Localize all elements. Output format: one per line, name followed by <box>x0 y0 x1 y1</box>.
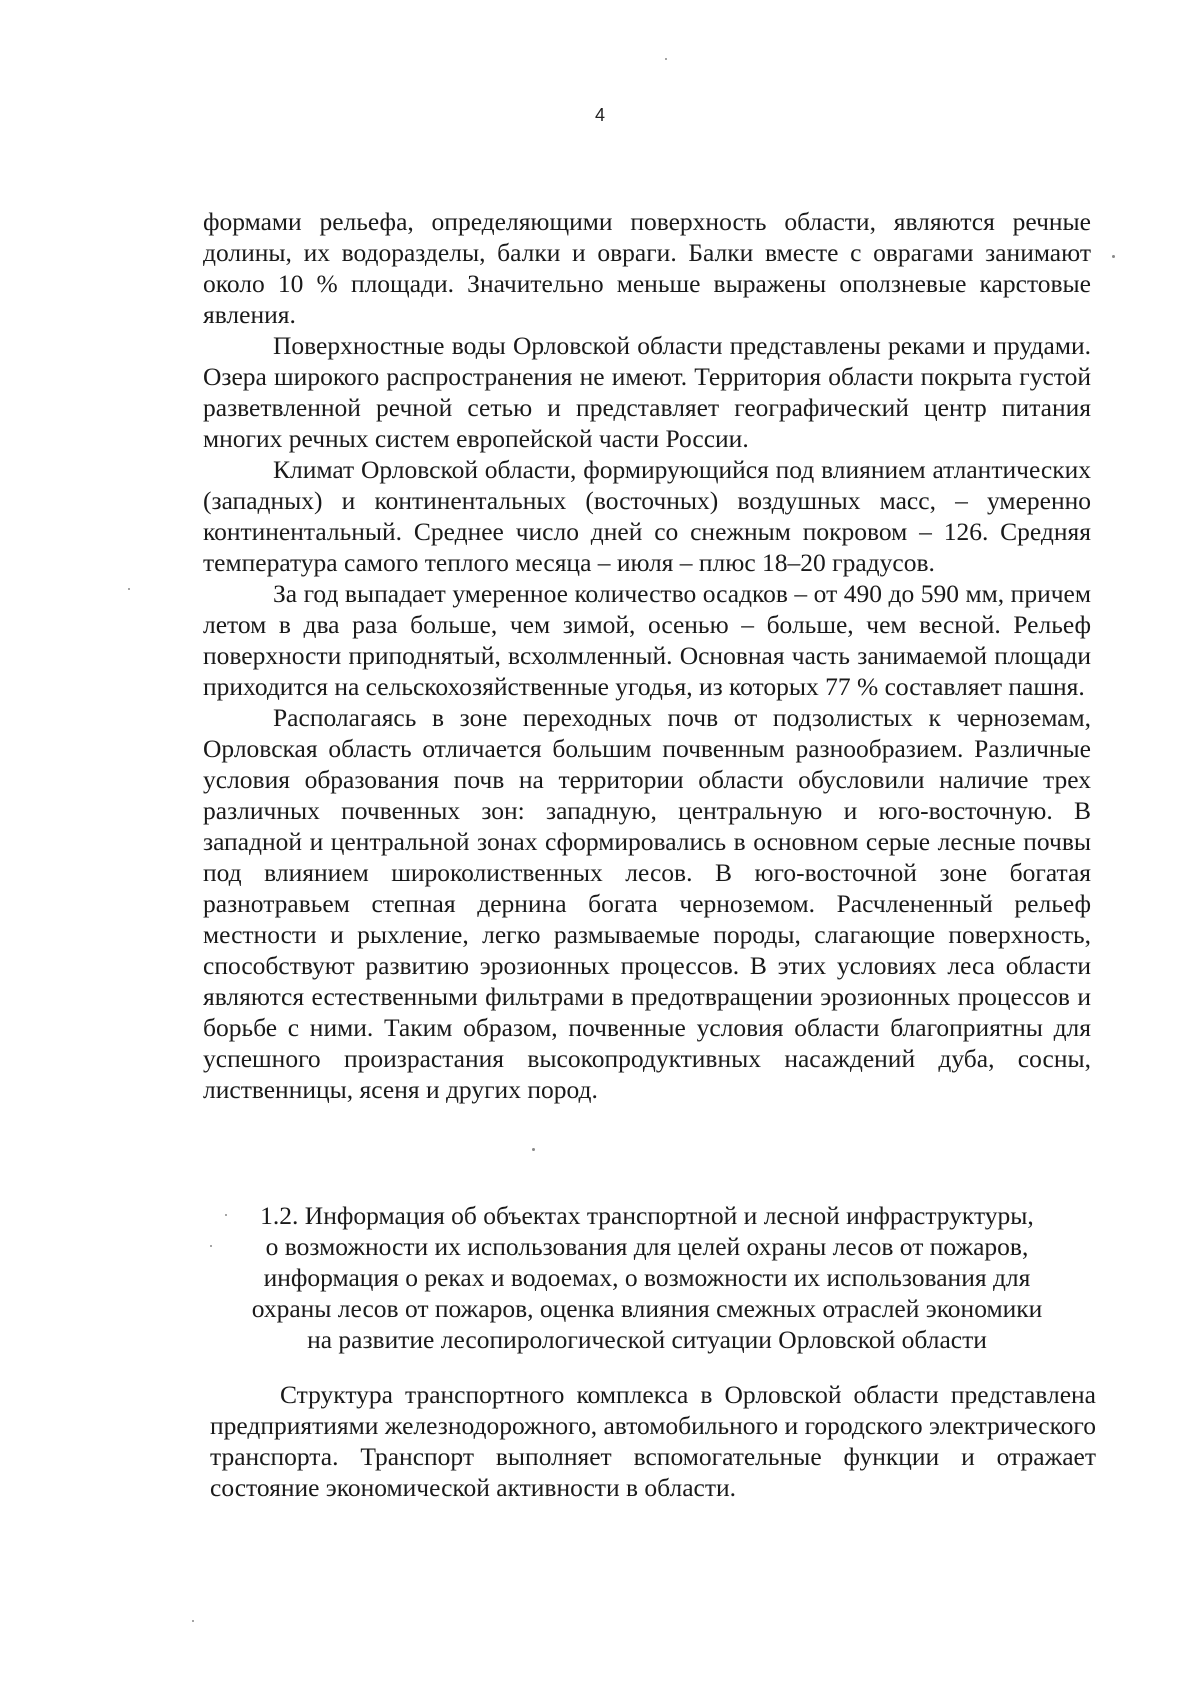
scan-speck <box>128 588 130 590</box>
section-heading-line: о возможности их использования для целей охраны лесов от пожаров, <box>265 1232 1029 1261</box>
scan-speck <box>1112 255 1115 258</box>
paragraph-relief: формами рельефа, определяющими поверхность области, являются речные долины, их водоразделы, балки и овраги. Балки вместе с оврагами занимают около 10 % площади. Значительно меньше выражены оползневые карстовые явления. <box>203 207 1091 329</box>
page-number: 4 <box>594 105 605 125</box>
scan-speck <box>192 1620 194 1622</box>
paragraph-climate: Климат Орловской области, формирующийся под влиянием атлантических (западных) и континентальных (восточных) воздушных масс, – умеренно континентальный. Среднее число дней со снежным покровом – 126. Средняя температура самого теплого месяца – июля – плюс 18–20 градусов. <box>203 455 1091 577</box>
scan-speck <box>210 1245 212 1247</box>
section-heading-line: 1.2. Информация об объектах транспортной и лесной инфраструктуры, <box>260 1201 1034 1230</box>
section-heading-line: информация о реках и водоемах, о возможности их использования для <box>263 1263 1031 1292</box>
paragraph-precipitation: За год выпадает умеренное количество осадков – от 490 до 590 мм, причем летом в два раза больше, чем зимой, осенью – больше, чем весной. Рельеф поверхности приподнятый, всхолмленный. Основная часть занимаемой площади приходится на сельскохозяйственные угодья, из которых 77 % составляет пашня. <box>203 579 1091 701</box>
paragraph-soils: Располагаясь в зоне переходных почв от подзолистых к черноземам, Орловская область отличается большим почвенным разнообразием. Различные условия образования почв на территории области обусловили наличие трех различных почвенных зон: западную, центральную и юго-восточную. В западной и центральной зонах сформировались в основном серые лесные почвы под влиянием широколиственных лесов. В юго-восточной зоне богатая разнотравьем степная дернина богата черноземом. Расчлененный рельеф местности и рыхление, легко размываемые породы, слагающие поверхность, способствуют развитию эрозионных процессов. В этих условиях леса области являются естественными фильтрами в предотвращении эрозионных процессов и борьбе с ними. Таким образом, почвенные условия области благоприятны для успешного произрастания высокопродуктивных насаждений дуба, сосны, лиственницы, ясеня и других пород. <box>203 703 1091 1104</box>
scan-speck <box>665 58 667 60</box>
body-text <box>203 206 1091 1105</box>
section-heading-line: на развитие лесопирологической ситуации Орловской области <box>307 1325 987 1354</box>
section-heading-line: охраны лесов от пожаров, оценка влияния смежных отраслей экономики <box>251 1294 1043 1323</box>
section-heading <box>203 1200 1091 1355</box>
scan-speck <box>532 1148 535 1151</box>
paragraph-transport: Структура транспортного комплекса в Орловской области представлена предприятиями железнодорожного, автомобильного и городского электрического транспорта. Транспорт выполняет вспомогательные функции и отражает состояние экономической активности в области. <box>210 1380 1096 1502</box>
paragraph-surface-water: Поверхностные воды Орловской области представлены реками и прудами. Озера широкого распространения не имеют. Территория области покрыта густой разветвленной речной сетью и представляет географический центр питания многих речных систем европейской части России. <box>203 331 1091 453</box>
scan-speck <box>225 1214 227 1216</box>
section-body <box>210 1379 1096 1503</box>
